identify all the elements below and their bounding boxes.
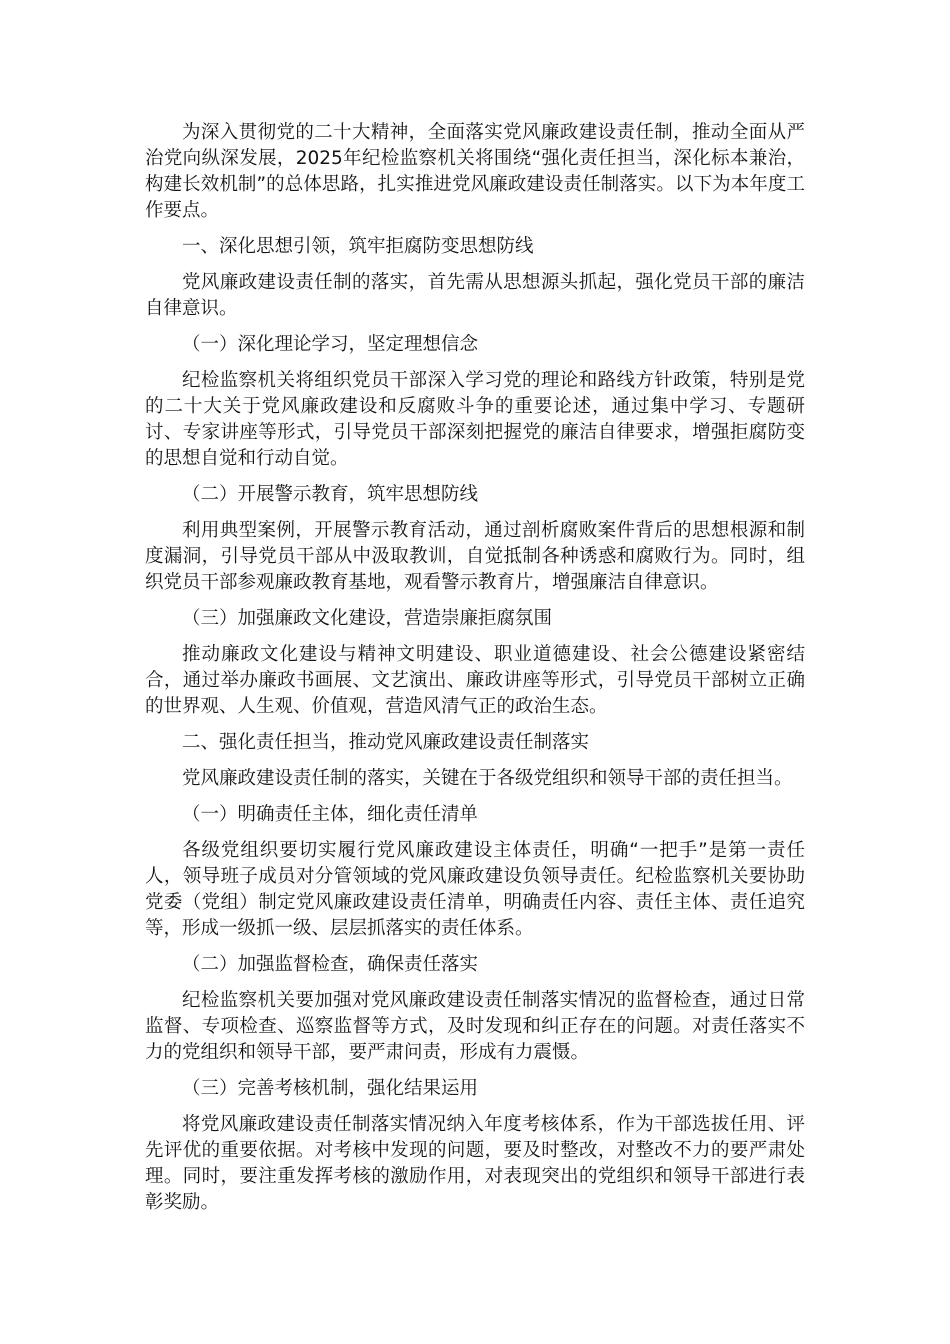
section-2-summary: 党风廉政建设责任制的落实，关键在于各级党组织和领导干部的责任担当。 bbox=[182, 768, 793, 789]
section-2-item-3-text: 将党风廉政建设责任制落实情况纳入年度考核体系，作为干部选拔任用、评先评优的重要依据。对考核中发现的问题，要及时整改，对整改不力的要严肃处理。同时，要注重发挥考核的激励作用，对表现突出的党组织和领导干部进行表彰奖励。 bbox=[145, 1114, 805, 1213]
section-2-item-2-text: 纪检监察机关要加强对党风廉政建设责任制落实情况的监督检查，通过日常监督、专项检查、巡察监督等方式，及时发现和纠正存在的问题。对责任落实不力的党组织和领导干部，要严肃问责，形成有力震慑。 bbox=[145, 990, 805, 1063]
section-1-summary: 党风廉政建设责任制的落实，首先需从思想源头抓起，强化党员干部的廉洁自律意识。 bbox=[145, 272, 805, 319]
section-1-item-3-text: 推动廉政文化建设与精神文明建设、职业道德建设、社会公德建设紧密结合，通过举办廉政书画展、文艺演出、廉政讲座等形式，引导党员干部树立正确的世界观、人生观、价值观，营造风清气正的政治生态。 bbox=[145, 644, 805, 717]
section-1-item-1-heading: （一）深化理论学习，坚定理想信念 bbox=[182, 334, 479, 355]
section-1-item-2-heading: （二）开展警示教育，筑牢思想防线 bbox=[182, 484, 479, 505]
section-1-item-3-heading: （三）加强廉政文化建设，营造崇廉拒腐氛围 bbox=[182, 608, 553, 629]
section-1-heading: 一、深化思想引领，筑牢拒腐防变思想防线 bbox=[182, 236, 534, 257]
section-1-item-1-text: 纪检监察机关将组织党员干部深入学习党的理论和路线方针政策，特别是党的二十大关于党风廉政建设和反腐败斗争的重要论述，通过集中学习、专题研讨、专家讲座等形式，引导党员干部深刻把握党的廉洁自律要求，增强拒腐防变的思想自觉和行动自觉。 bbox=[145, 370, 805, 469]
section-2-item-2-heading: （二）加强监督检查，确保责任落实 bbox=[182, 954, 479, 975]
document-page bbox=[145, 120, 805, 1226]
section-1-item-2-text: 利用典型案例，开展警示教育活动，通过剖析腐败案件背后的思想根源和制度漏洞，引导党员干部从中汲取教训，自觉抵制各种诱惑和腐败行为。同时，组织党员干部参观廉政教育基地，观看警示教育片，增强廉洁自律意识。 bbox=[145, 520, 805, 593]
section-2-heading: 二、强化责任担当，推动党风廉政建设责任制落实 bbox=[182, 732, 590, 753]
intro-paragraph: 为深入贯彻党的二十大精神，全面落实党风廉政建设责任制，推动全面从严治党向纵深发展，2025年纪检监察机关将围绕“强化责任担当，深化标本兼治，构建长效机制”的总体思路，扎实推进党风廉政建设责任制落实。以下为本年度工作要点。 bbox=[145, 122, 805, 221]
section-2-item-1-text: 各级党组织要切实履行党风廉政建设主体责任，明确“一把手”是第一责任人，领导班子成员对分管领域的党风廉政建设负领导责任。纪检监察机关要协助党委（党组）制定党风廉政建设责任清单，明确责任内容、责任主体、责任追究等，形成一级抓一级、层层抓落实的责任体系。 bbox=[145, 840, 805, 939]
section-2-item-3-heading: （三）完善考核机制，强化结果运用 bbox=[182, 1078, 479, 1099]
section-2-item-1-heading: （一）明确责任主体，细化责任清单 bbox=[182, 804, 479, 825]
